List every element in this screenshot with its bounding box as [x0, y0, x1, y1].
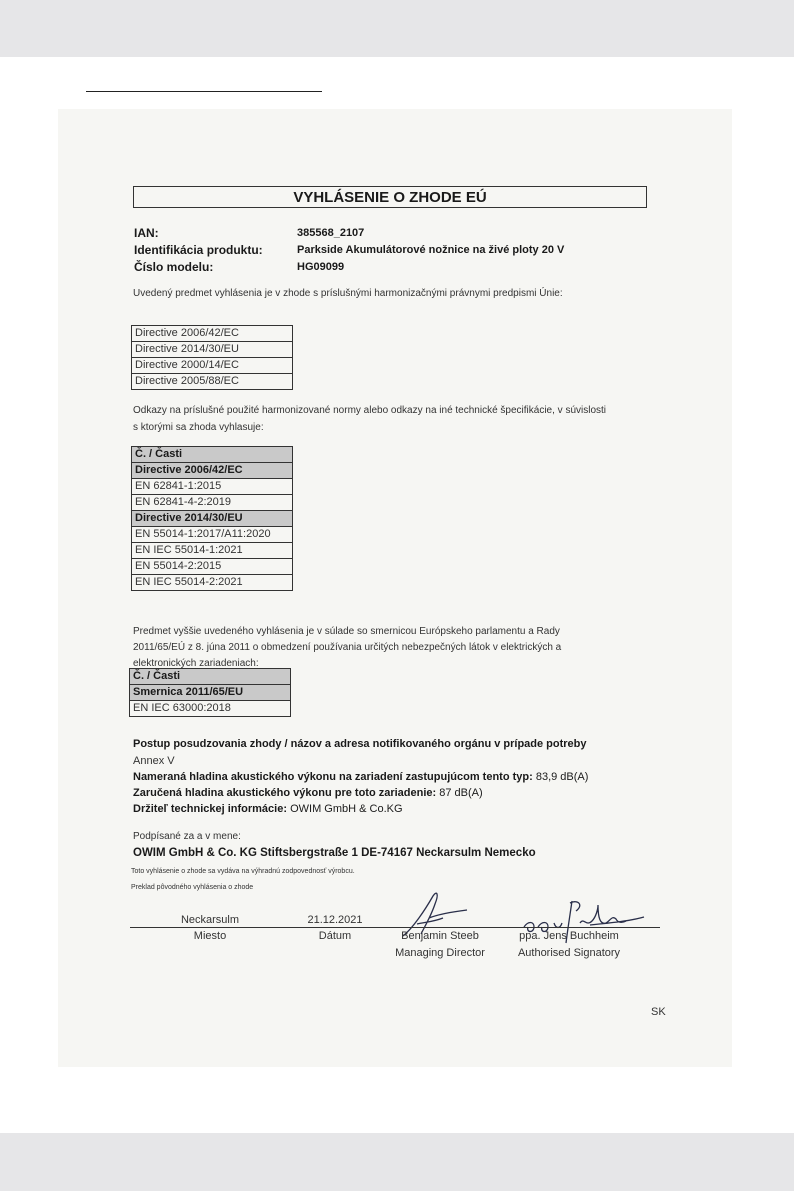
signature-line: [130, 927, 660, 928]
table-cell: EN 55014-1:2017/A11:2020: [132, 527, 293, 543]
rohs-table: [129, 668, 291, 717]
place-label: Miesto: [193, 930, 227, 942]
table-cell: EN IEC 55014-2:2021: [132, 575, 293, 591]
standards-intro-line-1: Odkazy na príslušné použité harmonizované normy alebo odkazy na iné technické špecifikácie, v súvislosti: [133, 405, 607, 416]
ian-label: IAN:: [134, 226, 159, 240]
table-row: [132, 326, 293, 342]
table-cell: EN IEC 55014-1:2021: [132, 543, 293, 559]
responsibility-note: Toto vyhlásenie o zhode sa vydáva na výhradnú zodpovednosť výrobcu.: [131, 868, 355, 875]
table-row: [132, 374, 293, 390]
top-bar: [0, 0, 794, 57]
table-row: [132, 527, 293, 543]
table-row: [132, 342, 293, 358]
language-code: SK: [651, 1006, 666, 1018]
bottom-bar: [0, 1133, 794, 1191]
table-cell: Directive 2006/42/EC: [132, 326, 293, 342]
date-label: Dátum: [318, 930, 352, 942]
rohs-line-2: 2011/65/EÚ z 8. júna 2011 o obmedzení používania určitých nebezpečných látok v elektrických a: [133, 642, 562, 653]
table-cell: Smernica 2011/65/EU: [130, 685, 291, 701]
table-cell: Č. / Časti: [132, 447, 293, 463]
table-row: [130, 701, 291, 717]
signed-for: Podpísané za a v mene:: [133, 831, 241, 842]
date-value: 21.12.2021: [307, 914, 363, 926]
table-cell: Directive 2005/88/EC: [132, 374, 293, 390]
translation-note: Preklad pôvodného vyhlásenia o zhode: [131, 884, 254, 891]
product-value: Parkside Akumulátorové nožnice na živé ploty 20 V: [297, 244, 565, 256]
guaranteed-label: Zaručená hladina akustického výkonu pre toto zariadenie:: [133, 787, 437, 799]
standards-table: [131, 446, 293, 591]
table-cell: EN 62841-4-2:2019: [132, 495, 293, 511]
model-label: Číslo modelu:: [134, 260, 214, 274]
guaranteed-level: [133, 787, 483, 799]
procedure-label: Postup posudzovania zhody / názov a adresa notifikovaného orgánu v prípade potreby: [133, 738, 587, 750]
table-row: [132, 559, 293, 575]
procedure-value: Annex V: [133, 755, 175, 767]
table-cell: Č. / Časti: [130, 669, 291, 685]
table-cell: Directive 2014/30/EU: [132, 511, 293, 527]
model-value: HG09099: [297, 261, 345, 273]
company-address: OWIM GmbH & Co. KG Stiftsbergstraße 1 DE-74167 Neckarsulm Nemecko: [133, 847, 536, 859]
measured-level: [133, 771, 588, 783]
directives-table: [131, 325, 293, 390]
table-row: [132, 511, 293, 527]
table-row: [132, 495, 293, 511]
document-title: VYHLÁSENIE O ZHODE EÚ: [133, 186, 647, 208]
table-cell: Directive 2014/30/EU: [132, 342, 293, 358]
table-row: [130, 685, 291, 701]
table-cell: Directive 2006/42/EC: [132, 463, 293, 479]
header-rule: [86, 91, 322, 92]
table-row: [132, 463, 293, 479]
place-value: Neckarsulm: [180, 914, 240, 926]
holder-line: [133, 803, 403, 815]
product-label: Identifikácia produktu:: [134, 243, 263, 257]
rohs-line-1: Predmet vyššie uvedeného vyhlásenia je v súlade so smernicou Európskeho parlamentu a Rady: [133, 626, 560, 637]
table-row: [132, 543, 293, 559]
signer2-name: ppa. Jens Buchheim: [519, 930, 619, 942]
conformity-statement: Uvedený predmet vyhlásenia je v zhode s príslušnými harmonizačnými právnymi predpismi Únie:: [133, 288, 563, 299]
table-cell: EN 62841-1:2015: [132, 479, 293, 495]
holder-label: Držiteľ technickej informácie:: [133, 803, 288, 815]
table-cell: EN 55014-2:2015: [132, 559, 293, 575]
rohs-line-3: elektronických zariadeniach:: [133, 658, 259, 669]
table-row: [132, 358, 293, 374]
holder-value: OWIM GmbH & Co.KG: [290, 803, 403, 815]
table-row: [132, 479, 293, 495]
signer1-title: Managing Director: [395, 947, 485, 959]
table-cell: EN IEC 63000:2018: [130, 701, 291, 717]
signer1-name: Benjamin Steeb: [401, 930, 479, 942]
standards-intro-line-2: s ktorými sa zhoda vyhlasuje:: [133, 422, 264, 433]
guaranteed-value: 87 dB(A): [439, 787, 483, 799]
table-cell: Directive 2000/14/EC: [132, 358, 293, 374]
measured-value: 83,9 dB(A): [535, 771, 589, 783]
table-row: [132, 575, 293, 591]
ian-value: 385568_2107: [297, 227, 365, 239]
table-row: [130, 669, 291, 685]
measured-label: Nameraná hladina akustického výkonu na zariadení zastupujúcom tento typ:: [133, 771, 533, 783]
signer2-title: Authorised Signatory: [517, 947, 621, 959]
table-row: [132, 447, 293, 463]
